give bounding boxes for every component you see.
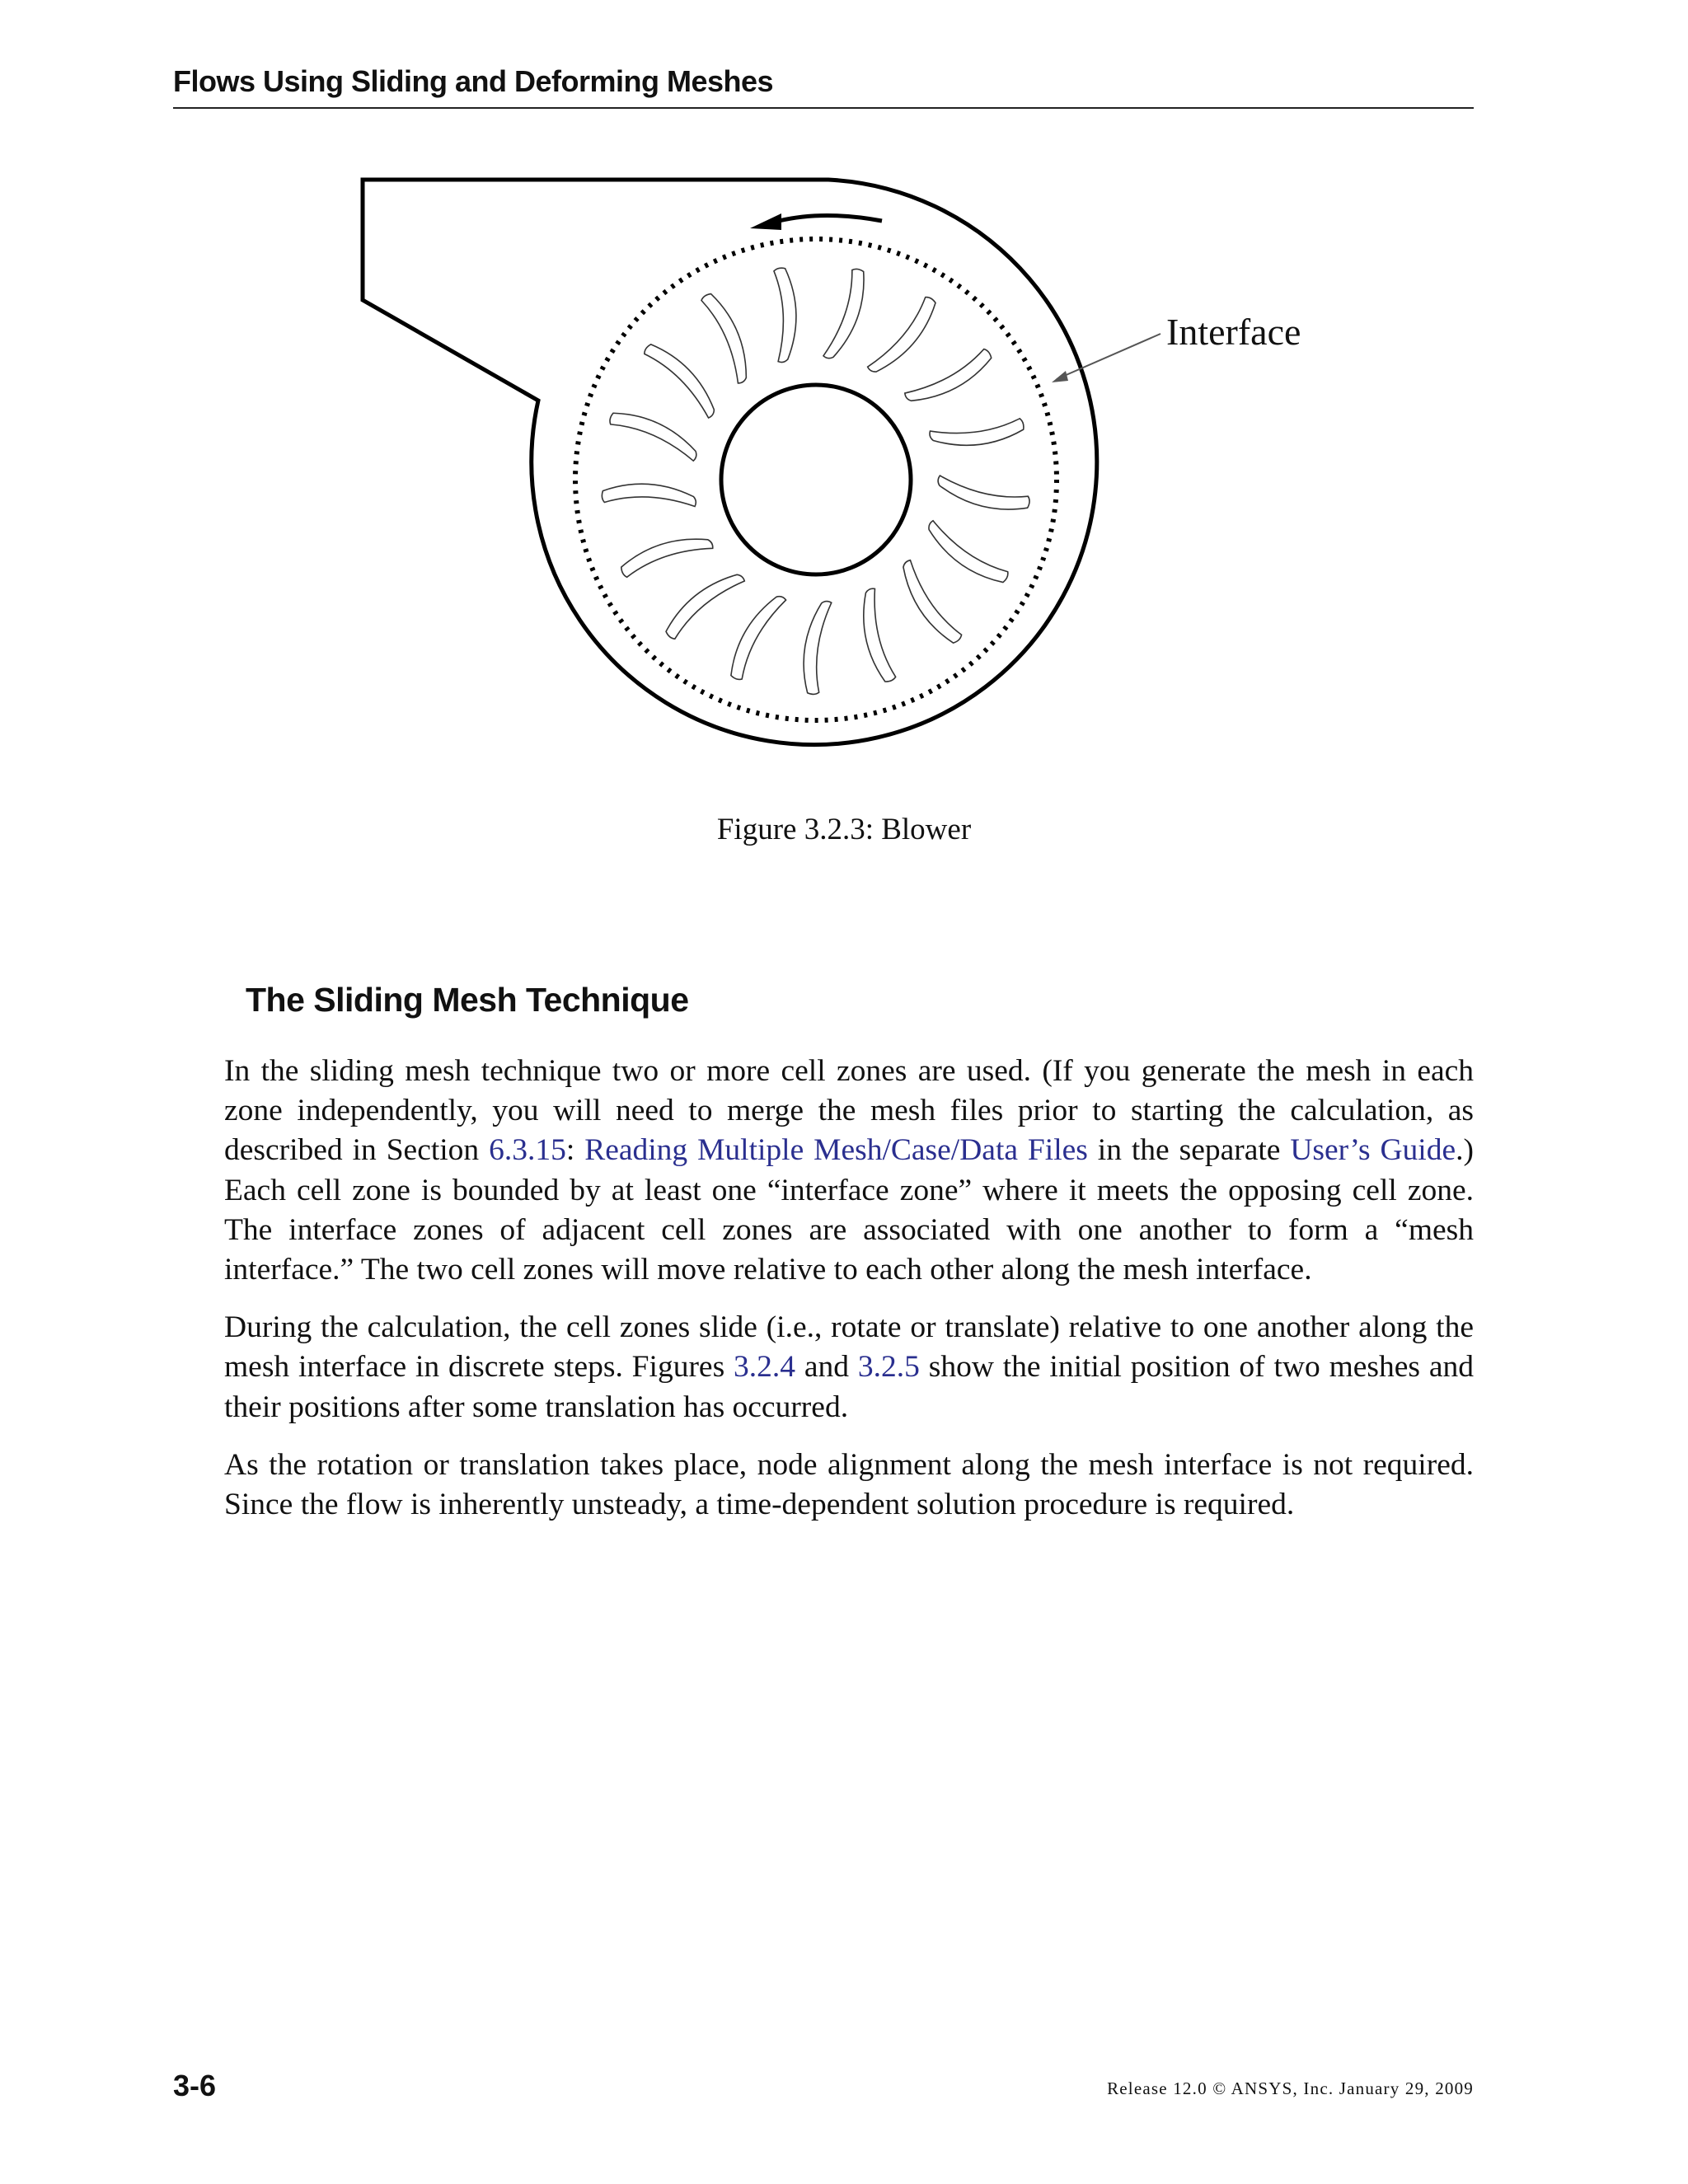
body-text (224, 1052, 1474, 1543)
rotation-arrowhead (750, 213, 781, 230)
impeller-blade (601, 476, 696, 518)
link-figure-3-2-5[interactable]: 3.2.5 (857, 1350, 920, 1385)
impeller-blade (728, 588, 786, 686)
link-reading-multiple-files[interactable]: Reading Multiple Mesh/Case/Data Files (584, 1133, 1088, 1168)
impeller-blade (801, 601, 836, 695)
hub-circle (721, 385, 911, 574)
impeller-blade (888, 559, 974, 646)
blower-diagram (330, 165, 1352, 791)
impeller-blade (867, 288, 939, 383)
impeller-blade (919, 520, 1015, 585)
figure-caption: Figure 3.2.3: Blower (716, 813, 972, 846)
interface-leader-line (1057, 334, 1160, 379)
impeller-blade (663, 560, 745, 651)
running-header: Flows Using Sliding and Deforming Meshes (173, 64, 1474, 109)
paragraph-3: As the rotation or translation takes place, node alignment along the mesh interface is not required. Since the flow is inherently unsteady, a time-dependent solution procedure is required. (224, 1447, 1474, 1522)
impeller-blade (619, 521, 715, 593)
link-users-guide[interactable]: User’s Guide (1290, 1133, 1456, 1168)
link-figure-3-2-4[interactable]: 3.2.4 (734, 1350, 796, 1385)
paragraph-1: In the sliding mesh technique two or more cell zones are used. (If you generate the mesh in each zone independently, you will need to merge the mesh files prior to starting the calculation, as described in Section 6.3.15: Reading Multiple Mesh/Case/Data Files in the separate User’s Guide.) Each cell zone is bounded by at least one “interface zone” where it meets the opposing cell zone. The interface zones of adjacent cell zones are associated with one another to form a “mesh interface.” The two cell zones will move relative to each other along the mesh interface. (224, 1054, 1474, 1287)
interface-circle (575, 239, 1057, 720)
impeller-blade (757, 266, 809, 363)
impeller-blade (687, 291, 764, 384)
interface-leader-arrowhead (1052, 371, 1068, 382)
rotation-arrow (779, 216, 882, 222)
impeller-blade (937, 476, 1031, 510)
blower-figure (330, 165, 1352, 791)
impeller-blades (601, 266, 1030, 695)
impeller-blade (846, 588, 912, 684)
interface-label: Interface (1166, 311, 1301, 353)
section-title: The Sliding Mesh Technique (246, 981, 689, 1019)
impeller-blade (823, 266, 866, 362)
paragraph-2: During the calculation, the cell zones slide (i.e., rotate or translate) relative to one another along the mesh interface in discrete steps. Figures 3.2.4 and 3.2.5 show the initial position of two meshes and their positions after some translation has occurred. (224, 1310, 1474, 1424)
release-info: Release 12.0 © ANSYS, Inc. January 29, 2009 (1107, 2079, 1474, 2098)
page-number: 3-6 (173, 2069, 217, 2102)
impeller-blade (605, 410, 702, 462)
blower-housing (363, 180, 1097, 745)
impeller-blade (634, 341, 727, 419)
impeller-blade (903, 335, 994, 418)
link-section-6-3-15[interactable]: 6.3.15 (489, 1133, 566, 1168)
impeller-blade (929, 402, 1026, 461)
